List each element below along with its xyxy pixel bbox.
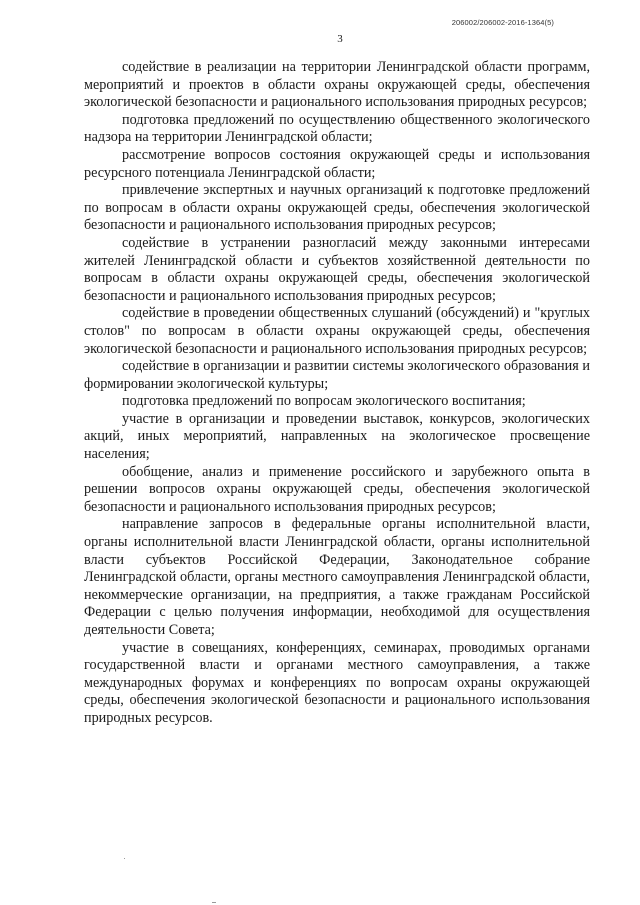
paragraph: направление запросов в федеральные органы исполнительной власти, органы исполнительной власти Ленинградской области, органы исполнительной власти субъектов Российской Федерации, Законодательное собрание Ленинградской области, органы местного самоуправления Ленинградской области, некоммерческие организации, на предприятия, а также гражданам Российской Федерации с целью получения информации, необходимой для осуществления деятельности Совета; xyxy=(84,516,590,638)
paragraph: привлечение экспертных и научных организаций к подготовке предложений по вопросам в области охраны окружающей среды, обеспечения экологической безопасности и рационального использования природных ресурсов; xyxy=(84,182,590,234)
document-id: 206002/206002-2016-1364(5) xyxy=(451,18,554,27)
paragraph: подготовка предложений по осуществлению общественного экологического надзора на территории Ленинградской области; xyxy=(84,111,590,146)
scan-artifact xyxy=(212,902,216,903)
paragraph: обобщение, анализ и применение российского и зарубежного опыта в решении вопросов охраны окружающей среды, обеспечения экологической безопасности и рационального использования природных ресурсов; xyxy=(84,463,590,515)
scan-artifact xyxy=(124,858,125,859)
paragraph: содействие в организации и развитии системы экологического образования и формировании экологической культуры; xyxy=(84,358,590,392)
paragraph: подготовка предложений по вопросам экологического воспитания; xyxy=(122,393,526,410)
page-number: 3 xyxy=(337,33,343,45)
paragraph: содействие в реализации на территории Ленинградской области программ, мероприятий и проектов в области охраны окружающей среды, обеспечения экологической безопасности и рационального использования природных ресурсов; xyxy=(84,59,590,111)
paragraph: рассмотрение вопросов состояния окружающей среды и использования ресурсного потенциала Ленинградской области; xyxy=(84,146,590,181)
paragraph: содействие в проведении общественных слушаний (обсуждений) и "круглых столов" по вопросам в области охраны окружающей среды, обеспечения экологической безопасности и рационального использования природных ресурсов; xyxy=(84,305,590,357)
paragraph: участие в организации и проведении выставок, конкурсов, экологических акций, иных мероприятий, направленных на экологическое просвещение населения; xyxy=(84,410,590,463)
document-body xyxy=(84,59,590,728)
paragraph: участие в совещаниях, конференциях, семинарах, проводимых органами государственной власти и органами местного самоуправления, а также международных форумах и конференциях по вопросам охраны окружающей среды, обеспечения экологической безопасности и рационального использования природных ресурсов. xyxy=(84,639,590,726)
paragraph: содействие в устранении разногласий между законными интересами жителей Ленинградской области и субъектов хозяйственной деятельности по вопросам в области охраны окружающей среды, обеспечения экологической безопасности и рационального использования природных ресурсов; xyxy=(84,234,590,304)
